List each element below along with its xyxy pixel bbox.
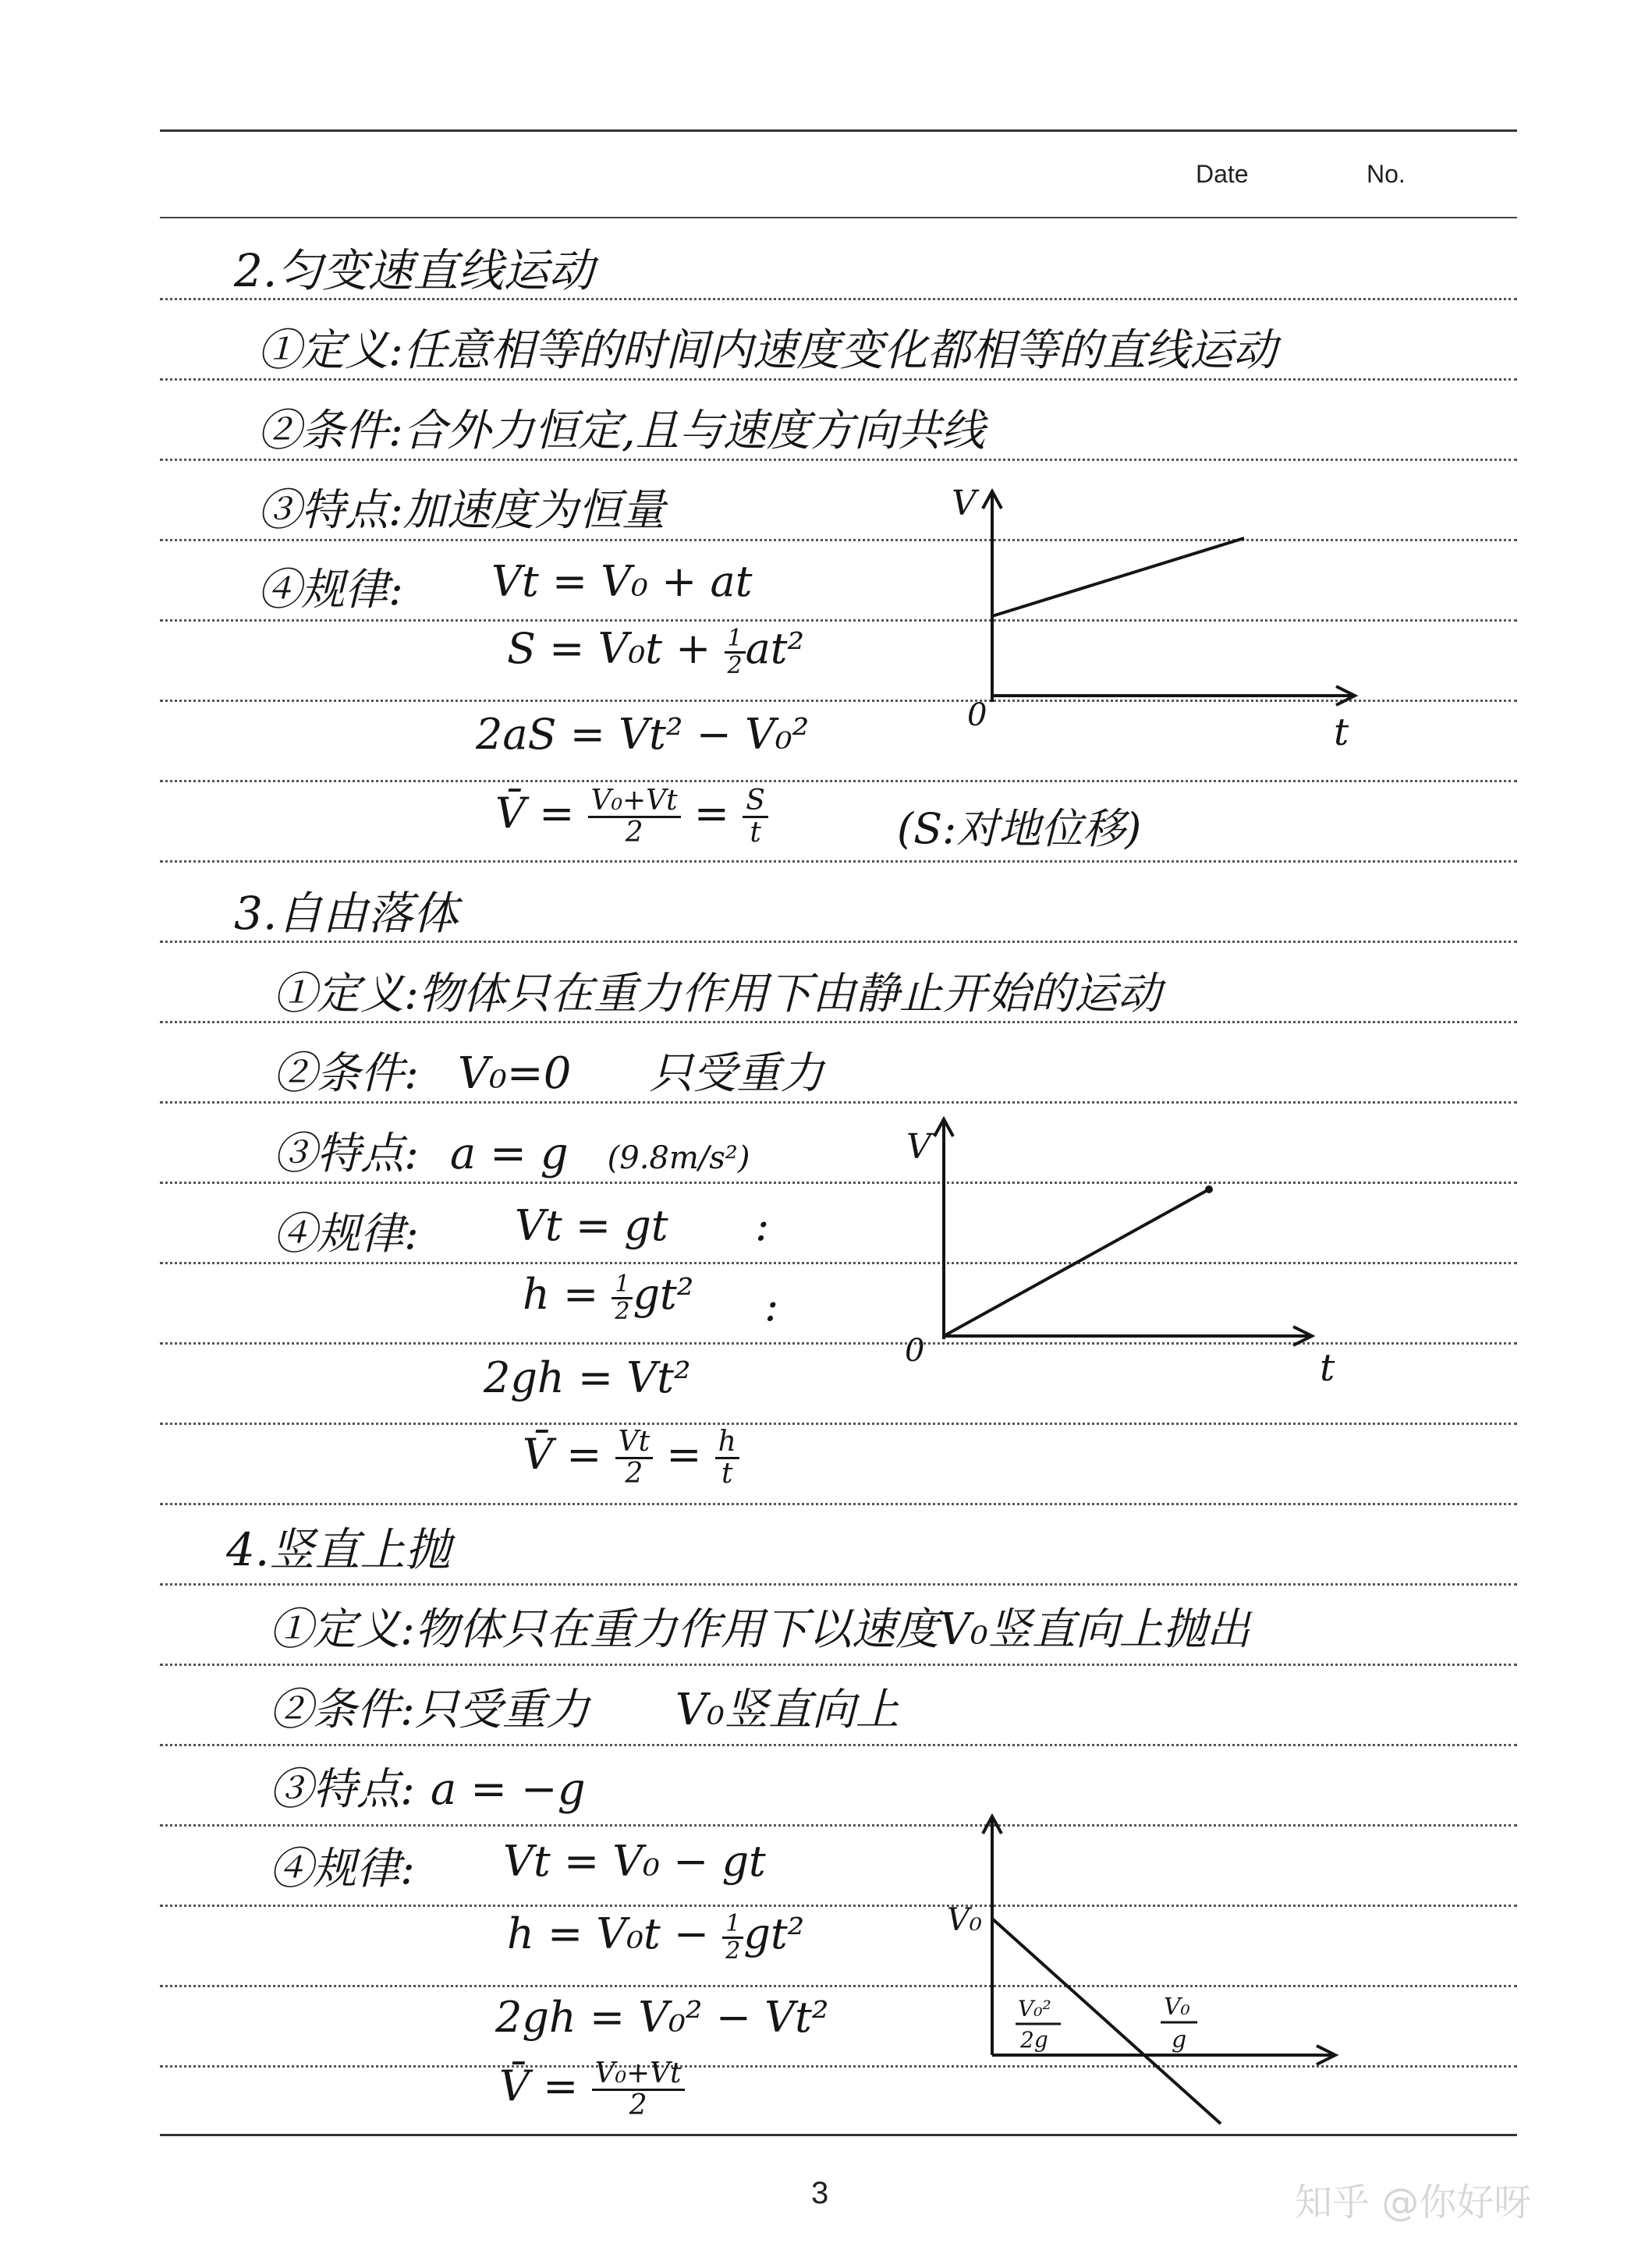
section-4-graph-time-numerator: V₀: [1164, 1993, 1190, 2021]
section-4-graph-max-height-denominator: 2g: [1020, 2027, 1048, 2053]
bottom-rule: [160, 2134, 1517, 2136]
section-3-velocity-height-formula: 2gh = Vt²: [484, 1353, 691, 1402]
section-3-law-label: ④规律:: [273, 1209, 419, 1260]
section-2-feature: ③特点:加速度为恒量: [257, 485, 665, 536]
section-2-velocity-displacement-formula: 2aS = Vt² − V₀²: [476, 710, 810, 759]
section-2-graph-v-label: V: [952, 484, 977, 523]
section-2-velocity-formula: Vt = V₀ + at: [491, 557, 753, 606]
section-3-velocity-formula: Vt = gt: [515, 1201, 668, 1250]
section-4-condition: ②条件:只受重力 V₀竖直向上: [269, 1685, 899, 1735]
section-2-graph-t-label: t: [1334, 711, 1349, 754]
section-3-feature: ③特点: a = g (9.8m/s²): [273, 1129, 750, 1179]
section-4-graph-time-denominator: g: [1172, 2026, 1187, 2054]
section-3-definition: ①定义:物体只在重力作用下由静止开始的运动: [273, 969, 1161, 1019]
section-4-velocity-height-formula: 2gh = V₀² − Vt²: [495, 1993, 829, 2042]
section-2-title: 2.匀变速直线运动: [234, 244, 594, 297]
section-4-velocity-formula: Vt = V₀ − gt: [503, 1837, 766, 1886]
section-2-graph-origin: 0: [967, 697, 987, 733]
section-2-displacement-note: (S:对地位移): [897, 804, 1142, 853]
section-3-title: 3.自由落体: [234, 887, 459, 940]
ruled-line: [160, 1744, 1517, 1746]
section-4-average-velocity-formula: V̄ = $\frac{\text{V₀+Vt}}{2}$: [499, 2059, 685, 2121]
section-3-average-velocity-formula: V̄ = $\frac{Vt}{2}$ = $\frac{h}{t}$: [523, 1427, 739, 1489]
ruled-line: [160, 1583, 1517, 1586]
ruled-line: [160, 459, 1517, 461]
section-3-colon-1: :: [755, 1201, 770, 1250]
page-number: 3: [811, 2176, 829, 2210]
section-2-vt-graph: [928, 468, 1381, 764]
section-2-displacement-formula: S = V₀t + $\frac{1}{2}$ at²: [507, 624, 805, 679]
section-2-definition: ①定义:任意相等的时间内速度变化都相等的直线运动: [257, 325, 1277, 376]
section-3-graph-v-label: V: [906, 1127, 931, 1167]
section-4-graph-max-height-numerator: V₀²: [1018, 1996, 1051, 2022]
section-3-height-formula: h = $\frac{1}{2}$ gt²: [523, 1270, 694, 1325]
section-4-height-formula: h = V₀t − $\frac{1}{2}$ gt²: [507, 1909, 805, 1965]
section-2-average-velocity-formula: V̄ = $\frac{\text{V₀+Vt}}{2}$ = $\frac{S}{t}$: [495, 786, 768, 848]
section-4-feature: ③特点: a = −g: [269, 1764, 586, 1815]
number-label: No.: [1367, 160, 1406, 188]
section-3-condition: ②条件: V₀=0 只受重力: [273, 1048, 824, 1099]
section-3-vt-graph: [881, 1096, 1365, 1408]
date-label: Date: [1196, 160, 1249, 188]
section-3-colon-2: :: [764, 1281, 779, 1331]
top-rule: [160, 129, 1517, 132]
section-2-law-label: ④规律:: [257, 565, 403, 615]
section-4-law-label: ④规律:: [269, 1844, 415, 1894]
section-4-vt-graph: [944, 1806, 1357, 2133]
ruled-line: [160, 1503, 1517, 1505]
section-4-title: 4.竖直上抛: [226, 1523, 451, 1576]
section-3-graph-t-label: t: [1320, 1346, 1335, 1390]
section-4-definition: ①定义:物体只在重力作用下以速度V₀竖直向上抛出: [269, 1604, 1250, 1655]
section-4-graph-v0-label: V₀: [947, 1902, 982, 1938]
watermark: 知乎 @你好呀: [1295, 2181, 1532, 2224]
section-3-graph-origin: 0: [905, 1333, 925, 1369]
ruled-line: [160, 860, 1517, 863]
ruled-line: [160, 780, 1517, 782]
section-2-condition: ②条件:合外力恒定,且与速度方向共线: [257, 406, 985, 456]
ruled-line: [160, 1664, 1517, 1666]
ruled-line: [160, 1423, 1517, 1425]
ruled-line: [160, 378, 1517, 381]
header-rule: [160, 217, 1517, 218]
